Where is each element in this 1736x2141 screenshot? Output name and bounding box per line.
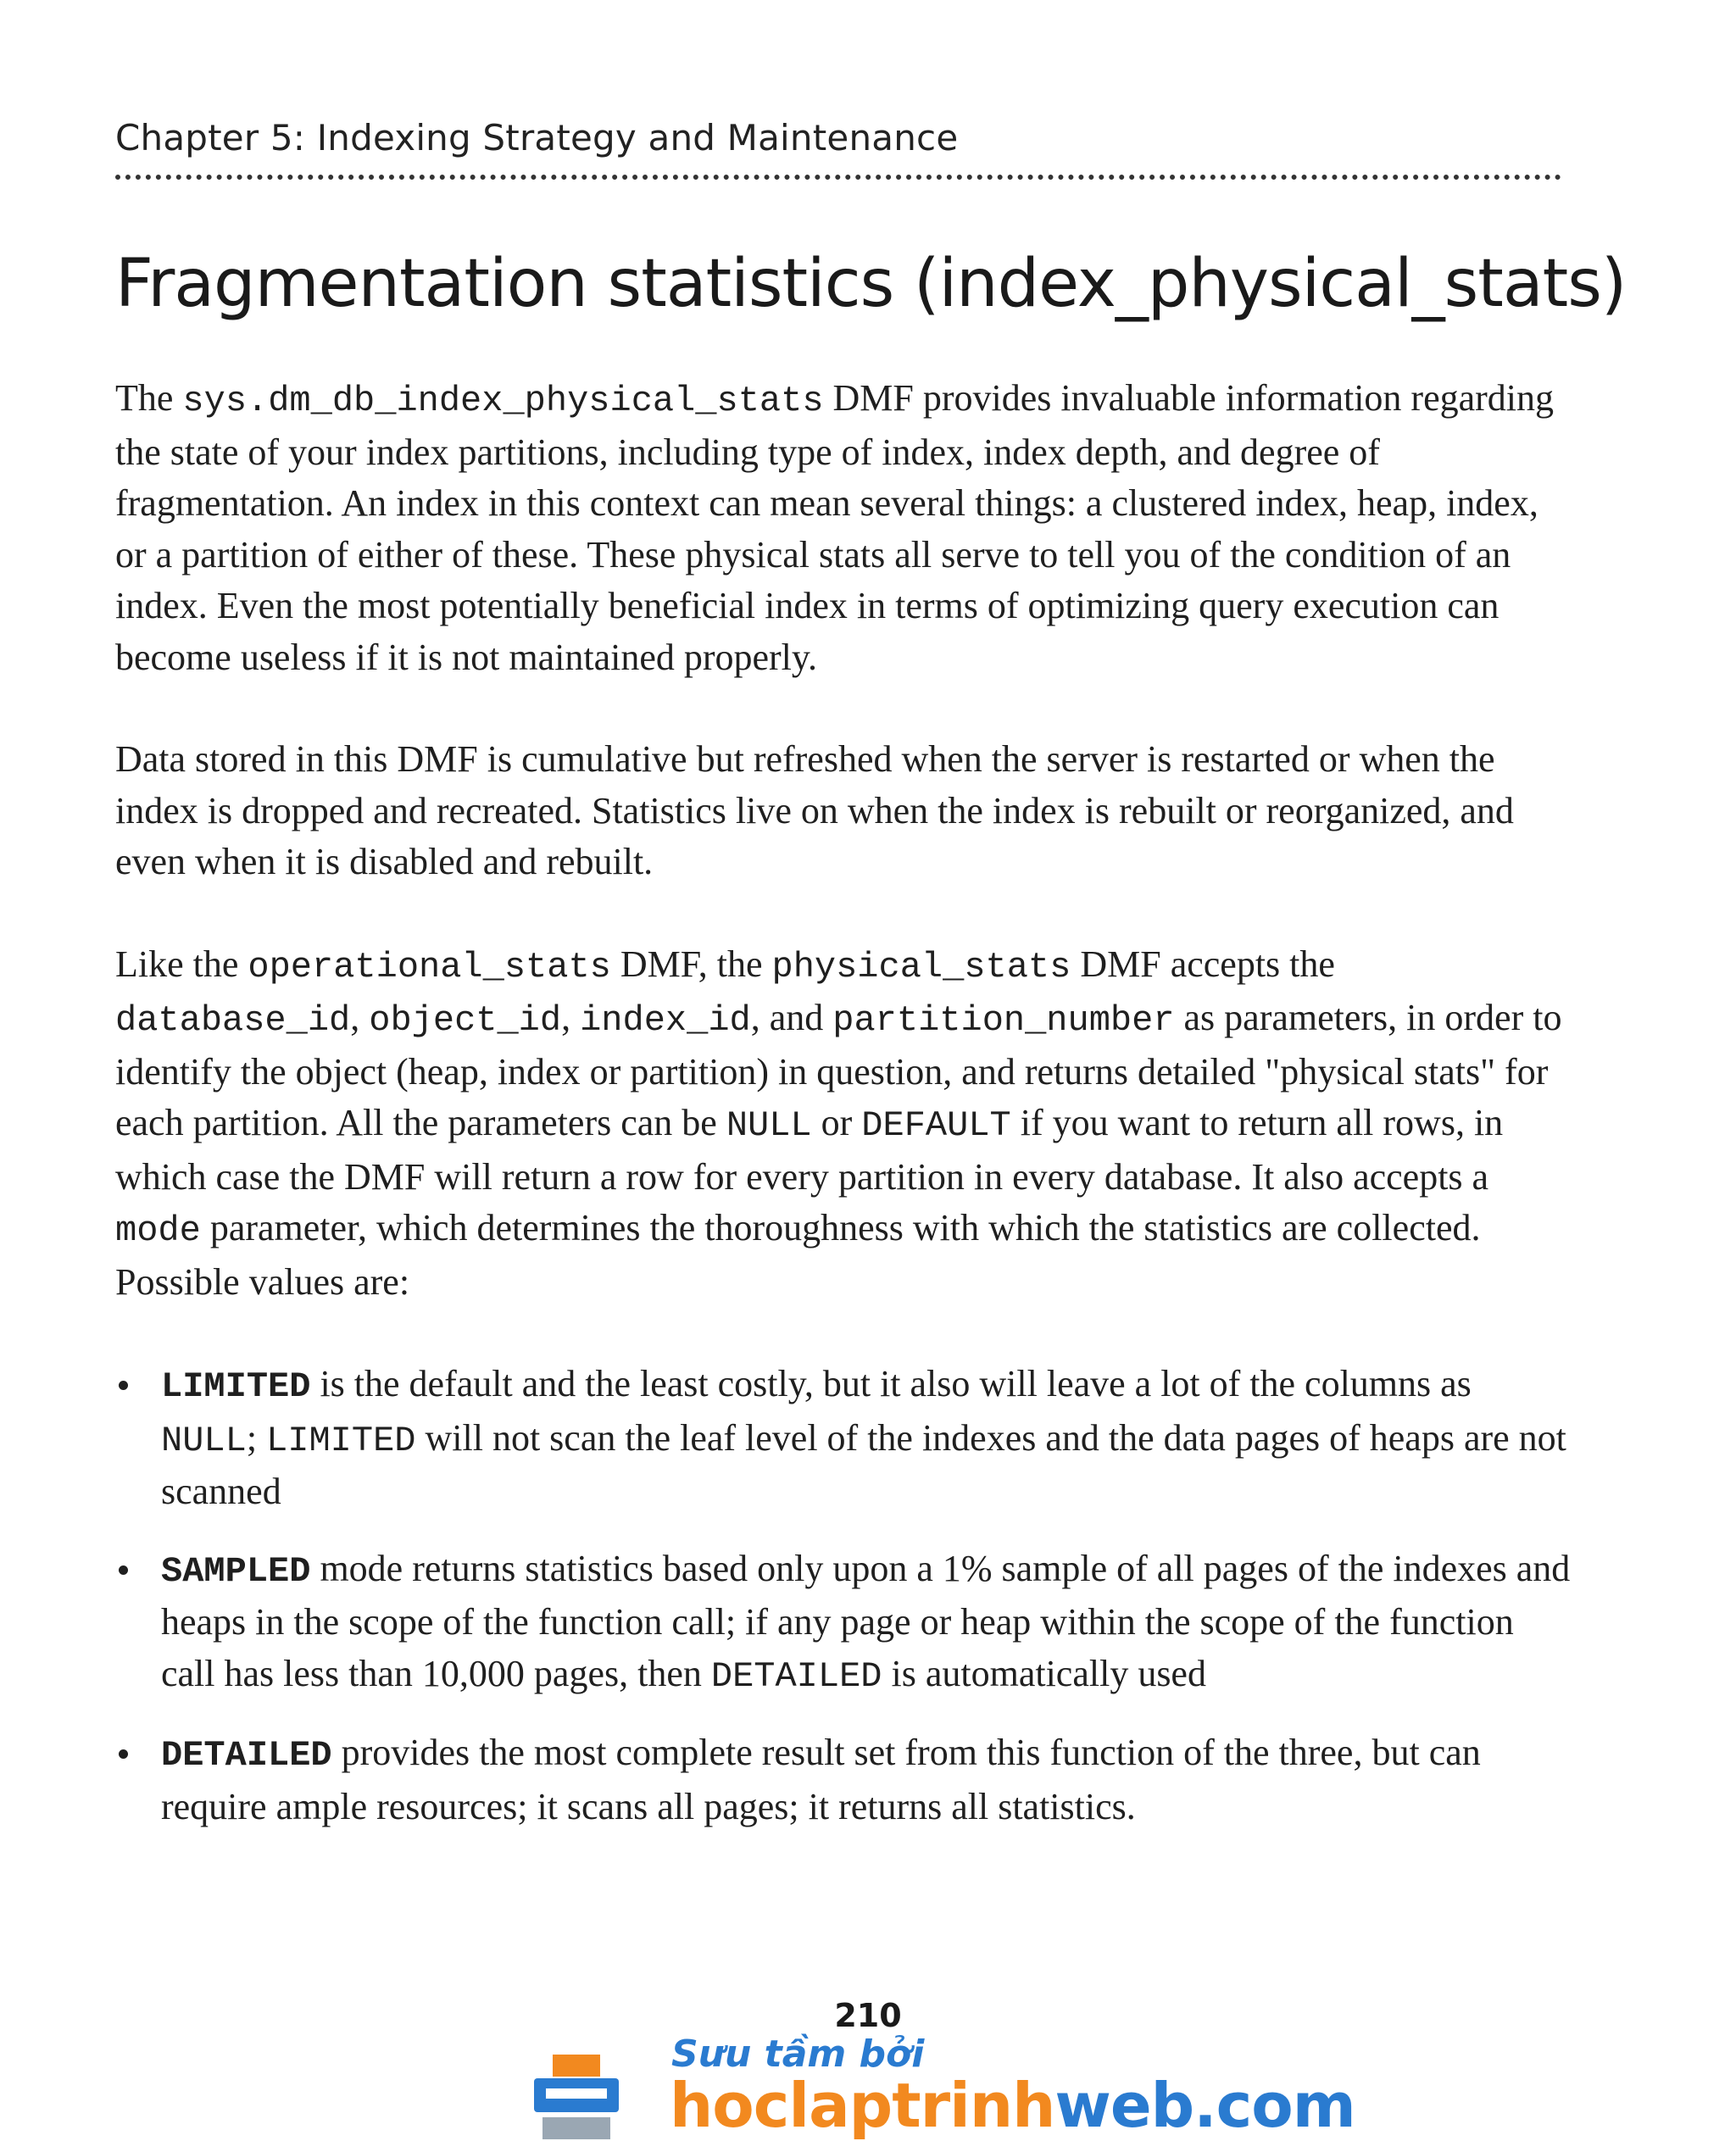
text-run: , (350, 997, 370, 1038)
paragraph-3 (115, 939, 1573, 1309)
text-run: will not scan the leaf level of the indexes and the data pages of heaps are not scanned (161, 1416, 1566, 1512)
list-item (115, 1359, 1573, 1518)
code-default: DEFAULT (861, 1105, 1011, 1146)
code-operational-stats: operational_stats (248, 946, 611, 987)
list-item (115, 1543, 1573, 1703)
code-partition-number: partition_number (832, 1000, 1175, 1041)
code-sampled: SAMPLED (161, 1550, 311, 1592)
code-detailed: DETAILED (710, 1655, 882, 1697)
mode-values-list (115, 1359, 1573, 1832)
text-run: , (561, 997, 581, 1038)
bullet-icon (119, 1749, 128, 1759)
text-run: as parameters, in order to identify the object (heap, index or partition) in question, and returns detailed "physical stats" for each partition. All the parameters can be (115, 997, 1562, 1143)
code-physical-stats: physical_stats (771, 946, 1071, 987)
paragraph-1 (115, 373, 1573, 683)
code-detailed: DETAILED (161, 1735, 332, 1776)
code-limited: LIMITED (161, 1366, 311, 1407)
text-run: The (115, 377, 183, 419)
text-run: DMF, the (610, 943, 772, 985)
code-mode: mode (115, 1210, 201, 1251)
printer-logo-icon (529, 2053, 624, 2141)
text-run: DMF provides invaluable information regarding the state of your index partitions, including type of index, index depth, and degree of fragmentation. An index in this context can mean several things: a clustered index, heap, index, or a partition of either of these. These physical stats all serve to tell you of the condition of an index. Even the most potentially beneficial index in terms of optimizing query execution can become useless if it is not maintained properly. (115, 377, 1555, 678)
section-title: Fragmentation statistics (index_physical_stats) (115, 246, 1627, 322)
list-item (115, 1727, 1573, 1832)
code-limited: LIMITED (266, 1420, 416, 1461)
watermark-site-part: web.com (1054, 2070, 1355, 2141)
bullet-icon (119, 1381, 128, 1390)
paragraph-2: Data stored in this DMF is cumulative but refreshed when the server is restarted or when the index is dropped and recreated. Statistics live on when the index is rebuilt or reorganized, and even when it is disabled and rebuilt. (115, 738, 1514, 882)
code-dmf-name: sys.dm_db_index_physical_stats (182, 381, 824, 421)
dotted-divider (115, 175, 1561, 180)
code-database-id: database_id (115, 1000, 351, 1041)
code-object-id: object_id (369, 1000, 562, 1041)
text-run: or (811, 1102, 862, 1143)
running-head: Chapter 5: Indexing Strategy and Maintenance (115, 117, 959, 158)
text-run: parameter, which determines the thoroughness with which the statistics are collected. Possible values are: (115, 1207, 1481, 1303)
watermark-site-part: hoclaptrinh (670, 2070, 1055, 2141)
text-run: is the default and the least costly, but it also will leave a lot of the columns as (310, 1363, 1472, 1404)
text-run: if you want to return all rows, in which case the DMF will return a row for every partition in every database. It also accepts a (115, 1102, 1504, 1198)
text-run: mode returns statistics based only upon a 1% sample of all pages of the indexes and heaps in the scope of the function call; if any page or heap within the scope of the function call has less than 10,000 pages, then (161, 1547, 1571, 1694)
watermark (529, 2033, 1355, 2141)
watermark-tagline: Sưu tầm bởi (671, 2033, 925, 2076)
watermark-site (670, 2070, 1355, 2141)
text-run: , and (750, 997, 833, 1038)
bullet-icon (119, 1565, 128, 1575)
code-null: NULL (161, 1420, 247, 1461)
text-run: ; (246, 1416, 267, 1459)
code-null: NULL (726, 1105, 812, 1146)
body-text (115, 373, 1573, 1858)
page-number: 210 (834, 1997, 902, 2034)
text-run: provides the most complete result set from this function of the three, but can require ample resources; it scans all pages; it returns all statistics. (161, 1732, 1481, 1827)
text-run: is automatically used (882, 1652, 1206, 1694)
text-run: DMF accepts the (1071, 943, 1335, 985)
text-run: Like the (115, 943, 248, 985)
code-index-id: index_id (580, 1000, 751, 1041)
